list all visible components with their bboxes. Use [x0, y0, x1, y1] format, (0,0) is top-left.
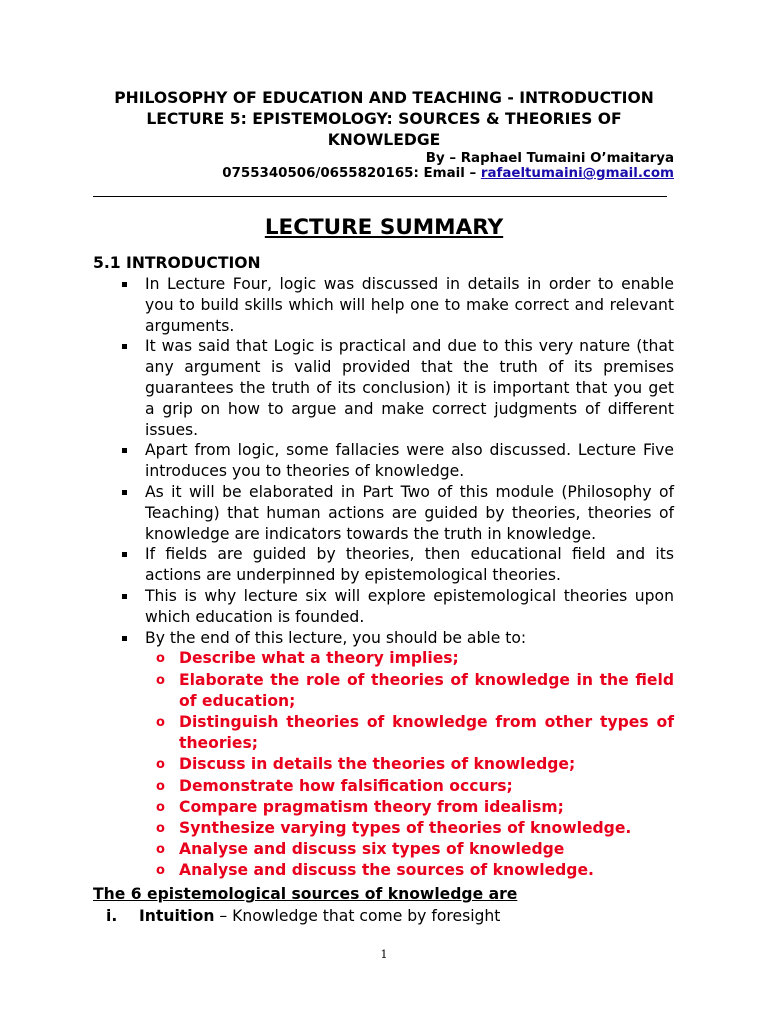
contact-line [222, 165, 674, 182]
circle-bullet-icon: o [156, 842, 165, 858]
bullet-item [120, 586, 674, 628]
square-bullet-icon [122, 282, 127, 287]
page-number: 1 [380, 948, 388, 961]
circle-bullet-icon: o [156, 757, 165, 773]
objective-text: Analyse and discuss six types of knowledge [179, 840, 565, 859]
square-bullet-icon [122, 594, 127, 599]
bullet-text: By the end of this lecture, you should be able to: [145, 628, 527, 647]
bullet-item [120, 274, 674, 336]
objective-item [145, 776, 674, 797]
objective-item [145, 754, 674, 775]
square-bullet-icon [122, 448, 127, 453]
bullet-text: This is why lecture six will explore epistemological theories upon which education is founded. [145, 586, 674, 626]
bullet-text: In Lecture Four, logic was discussed in details in order to enable you to build skills which will help one to make correct and relevant arguments. [145, 275, 674, 335]
square-bullet-icon [122, 636, 127, 641]
objective-text: Describe what a theory implies; [179, 649, 459, 668]
objective-text: Analyse and discuss the sources of knowledge. [179, 861, 594, 880]
square-bullet-icon [122, 344, 127, 349]
objective-text: Distinguish theories of knowledge from other types of theories; [179, 712, 674, 753]
bullet-text: If fields are guided by theories, then educational field and its actions are underpinned by epistemological theories. [145, 545, 674, 585]
bullet-text: Apart from logic, some fallacies were also discussed. Lecture Five introduces you to theories of knowledge. [145, 441, 674, 481]
bullet-item [120, 544, 674, 586]
header-divider [93, 196, 667, 197]
circle-bullet-icon: o [156, 672, 165, 688]
objective-item [145, 818, 674, 839]
header-title-line-2: LECTURE 5: EPISTEMOLOGY: SOURCES & THEORIES OF [146, 110, 622, 128]
objective-text: Demonstrate how falsification occurs; [179, 776, 513, 795]
objective-text: Compare pragmatism theory from idealism; [179, 797, 564, 816]
section-heading: 5.1 INTRODUCTION [93, 254, 261, 272]
objective-item [145, 648, 674, 669]
circle-bullet-icon: o [156, 714, 165, 730]
objective-item [145, 712, 674, 754]
summary-title: LECTURE SUMMARY [264, 215, 504, 240]
objective-item [145, 839, 674, 860]
objective-item [145, 670, 674, 712]
learning-objectives-list [145, 648, 674, 881]
square-bullet-icon [122, 490, 127, 495]
circle-bullet-icon: o [156, 778, 165, 794]
objective-text: Synthesize varying types of theories of knowledge. [179, 818, 632, 837]
introduction-bullet-list [120, 274, 674, 882]
source-list-item [106, 906, 500, 926]
circle-bullet-icon: o [156, 799, 165, 815]
bullet-item [120, 336, 674, 440]
objective-item [145, 797, 674, 818]
header-title-line-3: KNOWLEDGE [327, 131, 441, 149]
square-bullet-icon [122, 552, 127, 557]
bullet-text: As it will be elaborated in Part Two of this module (Philosophy of Teaching) that human actions are guided by theories, theories of knowledge are indicators towards the truth in knowledge. [145, 482, 674, 543]
bullet-item [120, 628, 674, 882]
source-definition: – Knowledge that come by foresight [214, 907, 501, 925]
author-line: By – Raphael Tumaini O’maitarya [425, 151, 674, 166]
header-title-line-1: PHILOSOPHY OF EDUCATION AND TEACHING - INTRODUCTION [114, 89, 654, 107]
email-link[interactable]: rafaeltumaini@gmail.com [480, 166, 674, 181]
circle-bullet-icon: o [156, 863, 165, 879]
bullet-item [120, 440, 674, 482]
bullet-text: It was said that Logic is practical and due to this very nature (that any argument is valid provided that the truth of its premises guarantees the truth of its conclusion) it is important that you get a grip on how to argue and make correct judgments of different issues. [145, 337, 674, 439]
source-term: Intuition [139, 907, 215, 925]
circle-bullet-icon: o [156, 820, 165, 836]
contact-phone: 0755340506/0655820165: Email – [222, 166, 481, 181]
objective-text: Elaborate the role of theories of knowledge in the field of education; [179, 670, 674, 710]
bullet-item [120, 482, 674, 544]
roman-numeral: i. [106, 907, 118, 925]
objective-item [145, 860, 674, 881]
sources-heading: The 6 epistemological sources of knowledge are [93, 885, 518, 903]
circle-bullet-icon: o [156, 651, 165, 667]
objective-text: Discuss in details the theories of knowledge; [179, 755, 576, 774]
